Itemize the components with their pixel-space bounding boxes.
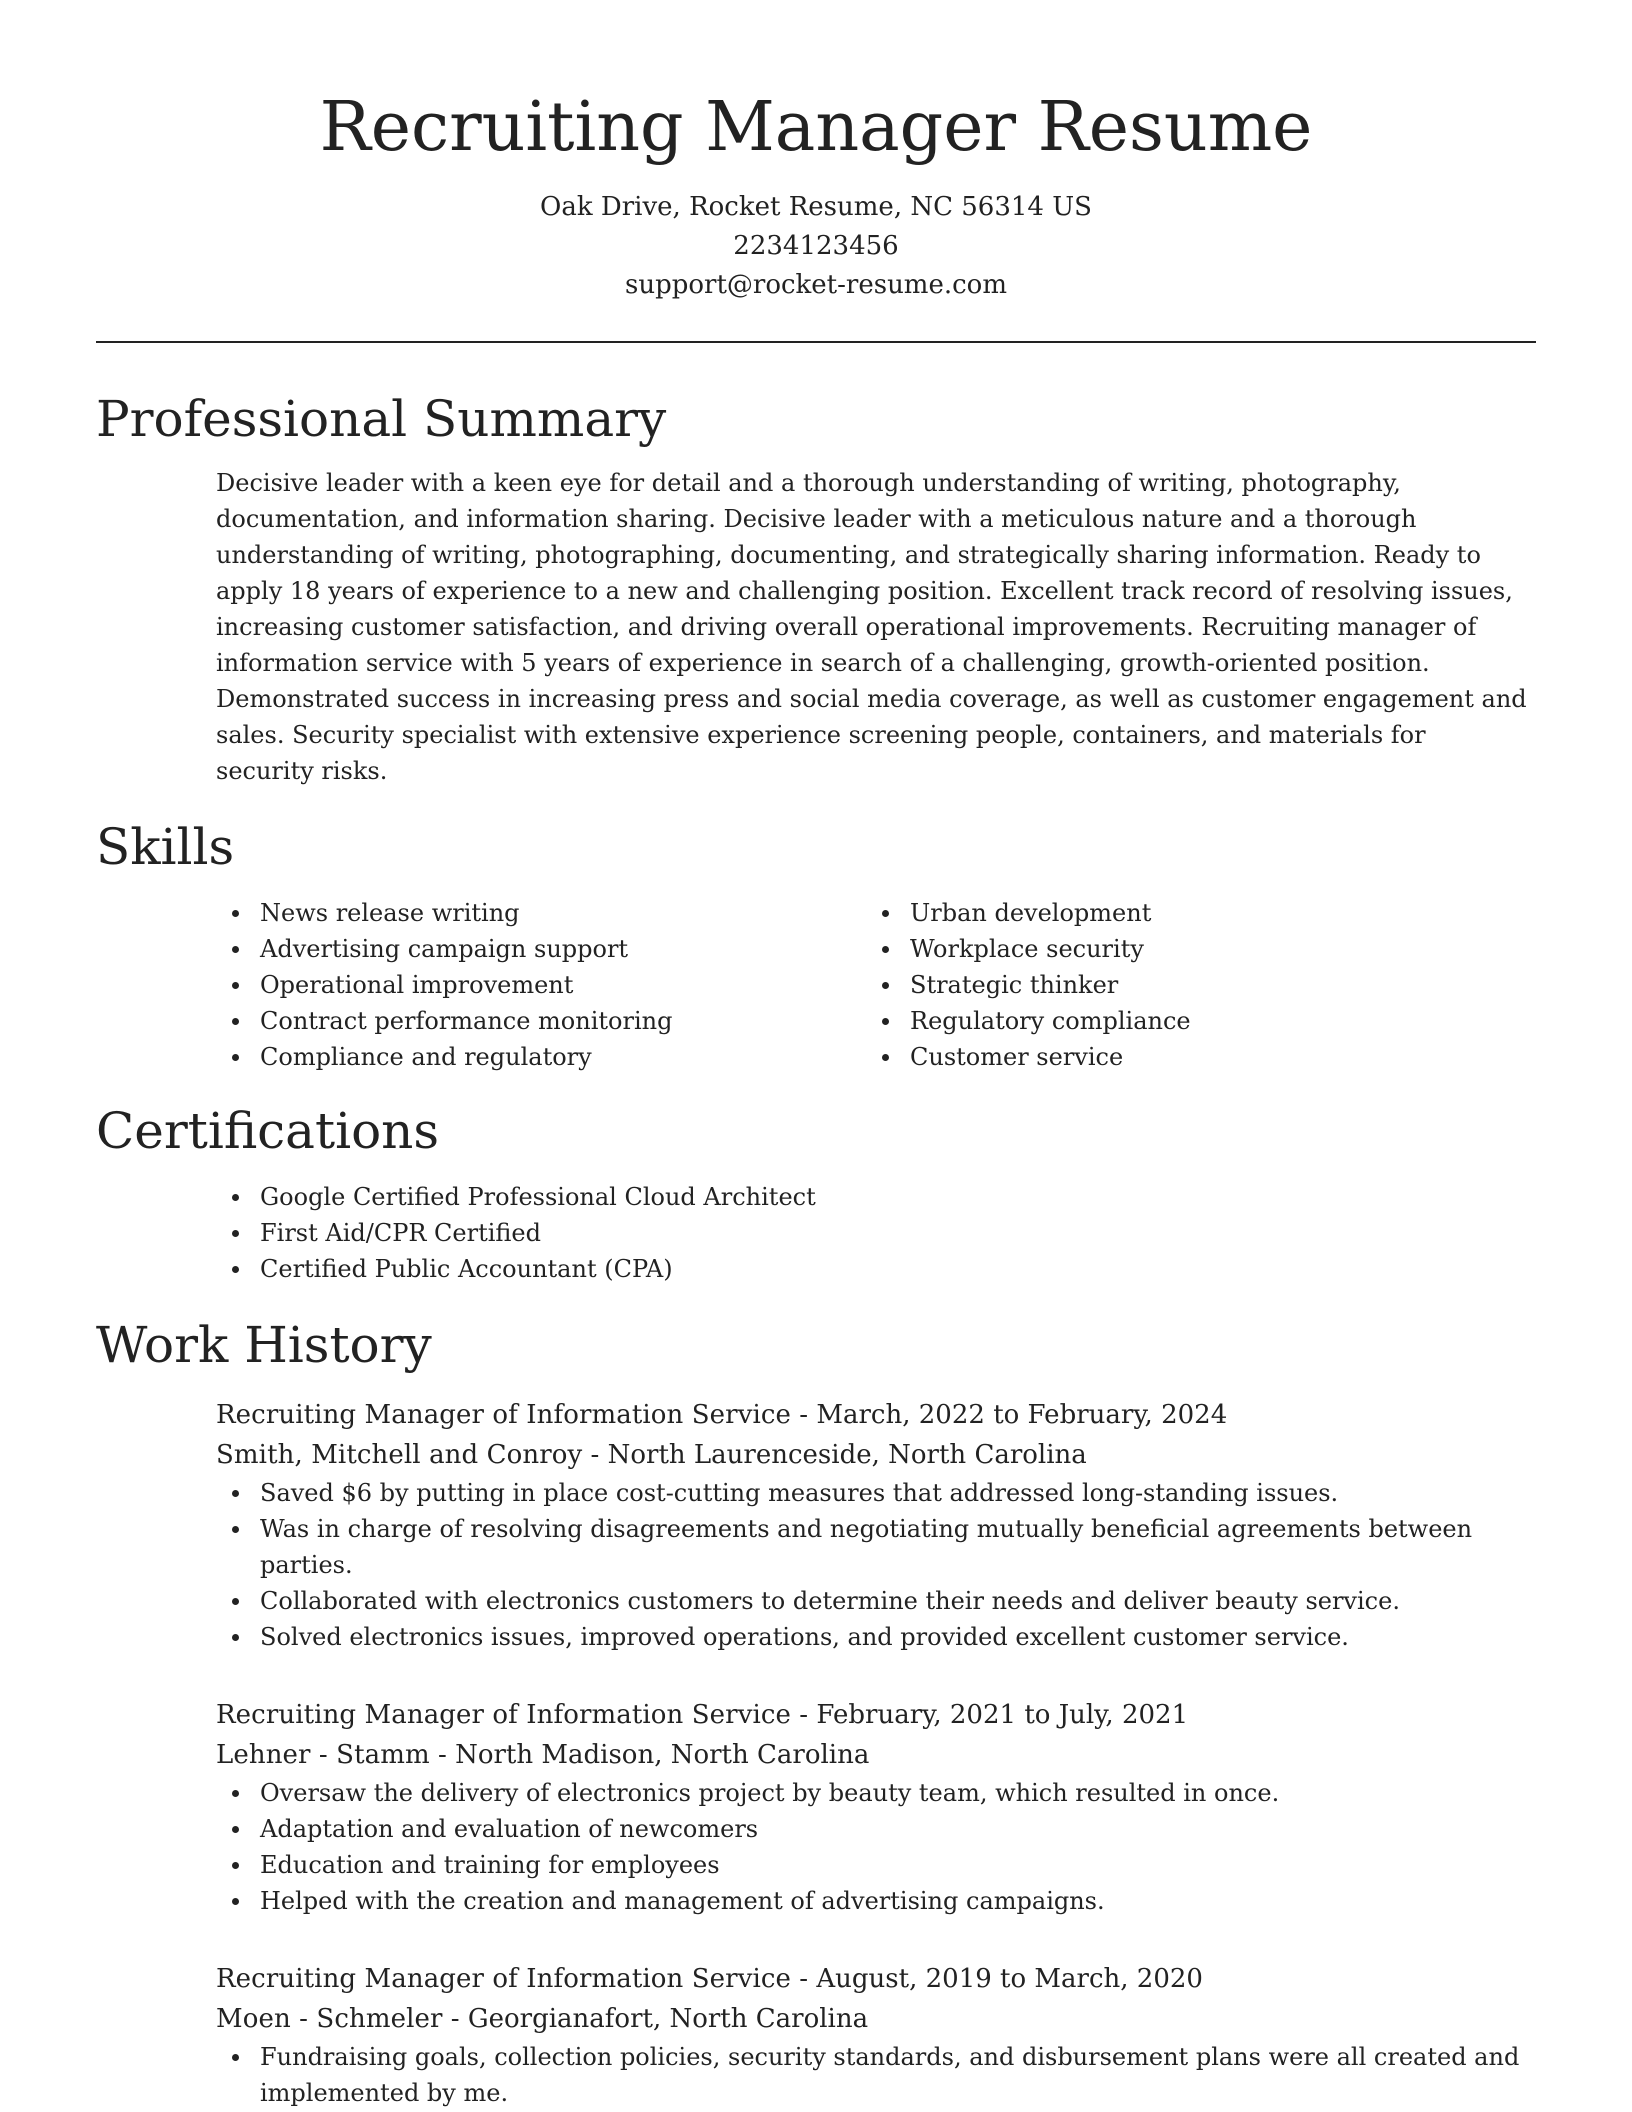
job-location: Georgianafort, North Carolina — [467, 2004, 869, 2034]
job-company: Smith, Mitchell and Conroy — [216, 1440, 583, 1470]
job-company: Lehner - Stamm — [216, 1740, 430, 1770]
resume-title: Recruiting Manager Resume — [319, 88, 1313, 167]
certification-item: Google Certified Professional Cloud Architect — [260, 1179, 1536, 1215]
contact-phone: 2234123456 — [733, 231, 899, 261]
job-bullet: Solved electronics issues, improved operations, and provided excellent customer service. — [260, 1619, 1536, 1655]
skill-item: Customer service — [910, 1039, 1516, 1075]
skill-item: Contract performance monitoring — [260, 1003, 866, 1039]
skill-item: Advertising campaign support — [260, 931, 866, 967]
job-role: Recruiting Manager of Information Service — [216, 1400, 792, 1430]
job-bullets — [216, 2039, 1536, 2111]
skills-list-left — [216, 895, 866, 1075]
contact-address: Oak Drive, Rocket Resume, NC 56314 US — [540, 192, 1092, 222]
job-dates: February, 2021 to July, 2021 — [816, 1700, 1189, 1730]
job-company-line — [216, 1435, 1536, 1475]
job-role: Recruiting Manager of Information Service — [216, 1964, 792, 1994]
job-bullet: Was in charge of resolving disagreements and negotiating mutually beneficial agreements between parties. — [260, 1511, 1536, 1583]
skill-item: Strategic thinker — [910, 967, 1516, 1003]
job-dates: March, 2022 to February, 2024 — [816, 1400, 1228, 1430]
job-role-line — [216, 1695, 1536, 1735]
job-bullet: Education and training for employees — [260, 1847, 1536, 1883]
job-separator: - — [442, 2004, 468, 2034]
skill-item: Workplace security — [910, 931, 1516, 967]
skill-item: News release writing — [260, 895, 866, 931]
resume-page — [96, 0, 1536, 2111]
job-bullet: Helped with the creation and management of advertising campaigns. — [260, 1883, 1536, 1919]
job-entry — [216, 1695, 1536, 1919]
resume-header — [96, 0, 1536, 305]
job-bullet: Fundraising goals, collection policies, security standards, and disbursement plans were all created and implemented by me. — [260, 2039, 1536, 2111]
certifications-section — [216, 1179, 1536, 1287]
job-separator: - — [791, 1964, 817, 1994]
summary-section — [216, 465, 1536, 789]
certifications-heading: Certifications — [96, 1102, 440, 1160]
certification-item: Certified Public Accountant (CPA) — [260, 1251, 1536, 1287]
job-bullets — [216, 1775, 1536, 1919]
job-role-line — [216, 1395, 1536, 1435]
job-location: North Madison, North Carolina — [455, 1740, 870, 1770]
job-company-line — [216, 1999, 1536, 2039]
job-separator: - — [791, 1400, 817, 1430]
job-company: Moen - Schmeler — [216, 2004, 443, 2034]
job-dates: August, 2019 to March, 2020 — [816, 1964, 1203, 1994]
job-separator: - — [429, 1740, 456, 1770]
job-bullet: Saved $6 by putting in place cost-cutting measures that addressed long-standing issues. — [260, 1475, 1536, 1511]
skills-heading: Skills — [96, 818, 235, 876]
summary-text: Decisive leader with a keen eye for detail and a thorough understanding of writing, photography, documentation, and information sharing. Decisive leader with a meticulous nature and a thorough understanding of writing, photographing, documenting, and strategically sharing information. Ready to apply 18 years of experience to a new and challenging position. Excellent track record of resolving issues, increasing customer satisfaction, and driving overall operational improvements. Recruiting manager of information service with 5 years of experience in search of a challenging, growth-oriented position. Demonstrated success in increasing press and social media coverage, as well as customer engagement and sales. Security specialist with extensive experience screening people, containers, and materials for security risks. — [216, 469, 1527, 785]
skill-item: Urban development — [910, 895, 1516, 931]
job-bullet: Oversaw the delivery of electronics project by beauty team, which resulted in once. — [260, 1775, 1536, 1811]
certification-item: First Aid/CPR Certified — [260, 1215, 1536, 1251]
job-entry — [216, 1395, 1536, 1655]
job-bullets — [216, 1475, 1536, 1655]
skill-item: Compliance and regulatory — [260, 1039, 866, 1075]
job-entry — [216, 1959, 1536, 2111]
contact-email: support@rocket-resume.com — [624, 270, 1007, 300]
skills-column-left — [216, 895, 866, 1075]
skill-item: Regulatory compliance — [910, 1003, 1516, 1039]
job-location: North Laurenceside, North Carolina — [607, 1440, 1087, 1470]
job-bullet: Collaborated with electronics customers to determine their needs and deliver beauty service. — [260, 1583, 1536, 1619]
job-role: Recruiting Manager of Information Service — [216, 1700, 792, 1730]
work-history-section — [216, 1395, 1536, 2111]
skill-item: Operational improvement — [260, 967, 866, 1003]
summary-heading: Professional Summary — [96, 390, 667, 448]
certifications-list — [216, 1179, 1536, 1287]
job-role-line — [216, 1959, 1536, 1999]
job-company-line — [216, 1735, 1536, 1775]
job-separator: - — [582, 1440, 608, 1470]
work-history-heading: Work History — [96, 1316, 432, 1374]
skills-list-right — [866, 895, 1516, 1075]
job-separator: - — [791, 1700, 817, 1730]
skills-column-right — [866, 895, 1516, 1075]
job-bullet: Adaptation and evaluation of newcomers — [260, 1811, 1536, 1847]
skills-section — [216, 895, 1536, 1075]
contact-block — [96, 188, 1536, 305]
header-divider — [96, 341, 1536, 343]
